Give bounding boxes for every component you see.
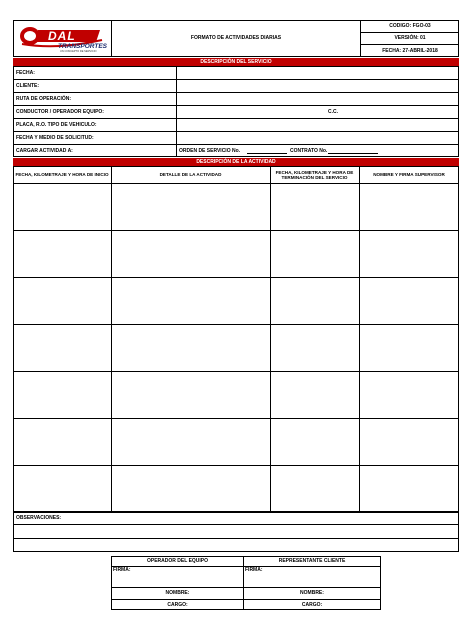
column-header-detail: DETALLE DE LA ACTIVIDAD	[159, 172, 222, 178]
field-input-contrato[interactable]	[328, 153, 378, 154]
operator-nombre-label: NOMBRE:	[165, 590, 190, 596]
column-header-start: FECHA, KILOMETRAJE Y HORA DE INICIO	[15, 172, 109, 178]
field-input-conductor[interactable]	[177, 106, 327, 118]
field-label-cliente: CLIENTE:	[16, 82, 40, 89]
client-nombre-label: NOMBRE:	[300, 590, 324, 596]
client-signature-title: REPRESENTANTE CLIENTE	[278, 558, 346, 564]
activity-row	[13, 230, 459, 231]
field-input-ruta[interactable]	[177, 93, 458, 105]
document-date: FECHA: 27-ABRIL-2018	[382, 47, 438, 54]
operator-firma-label: FIRMA:	[113, 567, 131, 573]
logo-subtext: TRANSPORTES	[58, 43, 107, 50]
activity-row	[13, 324, 459, 325]
field-label-contrato: CONTRATO No.	[290, 147, 328, 154]
operator-cargo-label: CARGO:	[167, 601, 188, 608]
activity-row	[13, 277, 459, 278]
observations-input[interactable]	[14, 525, 458, 551]
field-input-fecha[interactable]	[177, 67, 458, 79]
activity-section-title: DESCRIPCIÓN DE LA ACTIVIDAD	[13, 158, 459, 166]
activity-row	[13, 465, 459, 466]
field-label-fecha-medio: FECHA Y MEDIO DE SOLICITUD:	[16, 134, 94, 141]
activity-row	[13, 418, 459, 419]
logo-text: DAL	[48, 29, 76, 43]
field-input-placa[interactable]	[177, 119, 458, 131]
client-firma-field[interactable]	[244, 567, 380, 587]
client-cargo-label: CARGO:	[301, 601, 323, 608]
field-label-placa: PLACA, R.O. TIPO DE VEHICULO:	[16, 121, 97, 128]
field-label-fecha: FECHA:	[16, 69, 35, 76]
document-version: VERSIÓN: 01	[394, 35, 426, 41]
company-logo	[18, 24, 106, 54]
client-firma-label: FIRMA:	[245, 567, 263, 573]
field-label-orden: ORDEN DE SERVICIO No.	[179, 147, 241, 154]
observations-label: OBSERVACIONES:	[16, 514, 62, 521]
form-title: FORMATO DE ACTIVIDADES DIARIAS	[190, 35, 282, 41]
column-header-end: FECHA, KILOMETRAJE Y HORA DE TERMINACIÓN DEL SERVICIO	[275, 169, 354, 180]
operator-signature-title: OPERADOR DEL EQUIPO	[146, 558, 209, 564]
field-label-cc: C.C.	[328, 108, 338, 115]
document-code: CODIGO: FGO-03	[389, 22, 431, 29]
column-header-supervisor: NOMBRE Y FIRMA SUPERVISOR	[373, 172, 445, 178]
activity-row	[13, 371, 459, 372]
field-label-ruta: RUTA DE OPERACIÓN:	[16, 95, 71, 102]
service-section-title: DESCRIPCIÓN DEL SERVICIO	[13, 58, 459, 66]
operator-firma-field[interactable]	[112, 567, 243, 587]
field-label-conductor: CONDUCTOR / OPERADOR EQUIPO:	[16, 108, 104, 115]
field-input-orden[interactable]	[247, 153, 287, 154]
field-label-cargar: CARGAR ACTIVIDAD A:	[16, 147, 73, 154]
activity-table	[13, 166, 459, 512]
field-input-fecha-medio[interactable]	[177, 132, 458, 144]
field-input-cc[interactable]	[366, 106, 458, 118]
logo-tagline: UN CONCEPTO DE SERVICIO	[60, 50, 97, 53]
field-input-cliente[interactable]	[177, 80, 458, 92]
